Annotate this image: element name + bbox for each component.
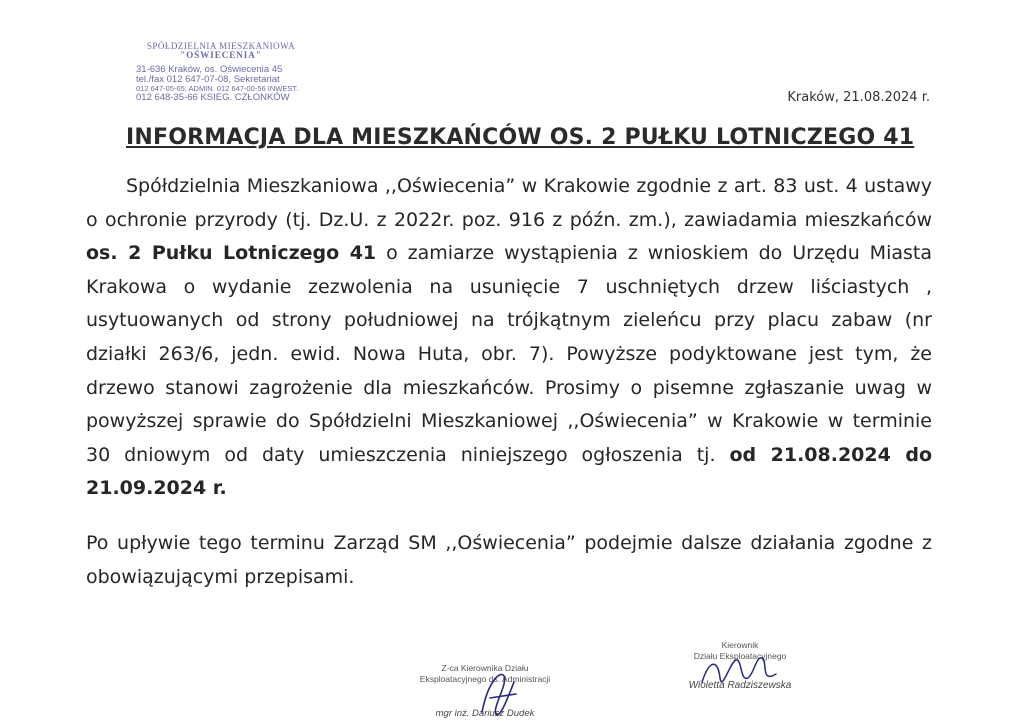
paragraph-1-text-a: Spółdzielnia Mieszkaniowa ,,Oświecenia” w Krakowie zgodnie z art. 83 ust. 4 ustawy o ochronie przyrody (tj. Dz.U. z 2022r. poz. 916 z późn. zm.), zawiadamia mieszkańców: [86, 175, 932, 231]
signature-right-scribble: [696, 648, 786, 698]
stamp-line-4: tel./fax 012 647-07-08, Sekretariat: [136, 73, 280, 85]
signature-right-name: Wioletta Radziszewska: [688, 679, 792, 691]
signature-left-name: mgr inż. Dariusz Dudek: [435, 707, 535, 719]
stamp-line-2: "OŚWIECENIA": [180, 50, 262, 61]
paragraph-2: Po upływie tego terminu Zarząd SM ,,Oświecenia” podejmie dalsze działania zgodne z obowiązującymi przepisami.: [86, 531, 932, 588]
paragraph-1-text-b: o zamiarze wystąpienia z wnioskiem do Urzędu Miasta Krakowa o wydanie zezwolenia na usunięcie 7 uschniętych drzew liściastych , usytuowanych od strony południowej na trójkątnym zieleńcu przy placu zabaw (nr działki 263/6, jedn. ewid. Nowa Huta, obr. 7). Powyższe podyktowane jest tym, że drzewo stanowi zagrożenie dla mieszkańców. Prosimy o pisemne zgłaszanie uwag w powyższej sprawie do Spółdzielni Mieszkaniowej ,,Oświecenia” w Krakowie w terminie 30 dniowym od daty umieszczenia niniejszego ogłoszenia tj.: [86, 242, 932, 466]
paragraph-1-bold-dates: od 21.08.2024 do 21.09.2024 r.: [86, 443, 932, 500]
cooperative-stamp: [136, 42, 306, 103]
document-body: [86, 170, 932, 594]
signature-left-scribble: [470, 662, 530, 722]
stamp-line-6: 012 648-35-66 KSIEG. CZŁONKÓW: [136, 91, 290, 103]
document-title: INFORMACJA DLA MIESZKAŃCÓW OS. 2 PUŁKU LOTNICZEGO 41: [126, 125, 915, 150]
paragraph-1: [86, 170, 932, 506]
signature-right-role-1: Kierownik: [721, 640, 759, 650]
signature-left-role-2: Eksploatacyjnego ds. Administracji: [419, 674, 551, 685]
stamp-line-5: 012 647-05-65, ADMIN. 012 647-00-56 INWEST.: [136, 83, 299, 93]
stamp-line-1: SPÓŁDZIELNIA MIESZKANIOWA: [146, 41, 296, 51]
signature-right-role-2: Działu Eksploatacyjnego: [693, 651, 787, 662]
stamp-line-3: 31-636 Kraków, os. Oświecenia 45: [136, 63, 283, 75]
paragraph-1-bold-address: os. 2 Pułku Lotniczego 41: [86, 242, 377, 265]
document-date: Kraków, 21.08.2024 r.: [787, 90, 930, 105]
signature-left-role-1: Z-ca Kierownika Działu: [441, 663, 529, 673]
